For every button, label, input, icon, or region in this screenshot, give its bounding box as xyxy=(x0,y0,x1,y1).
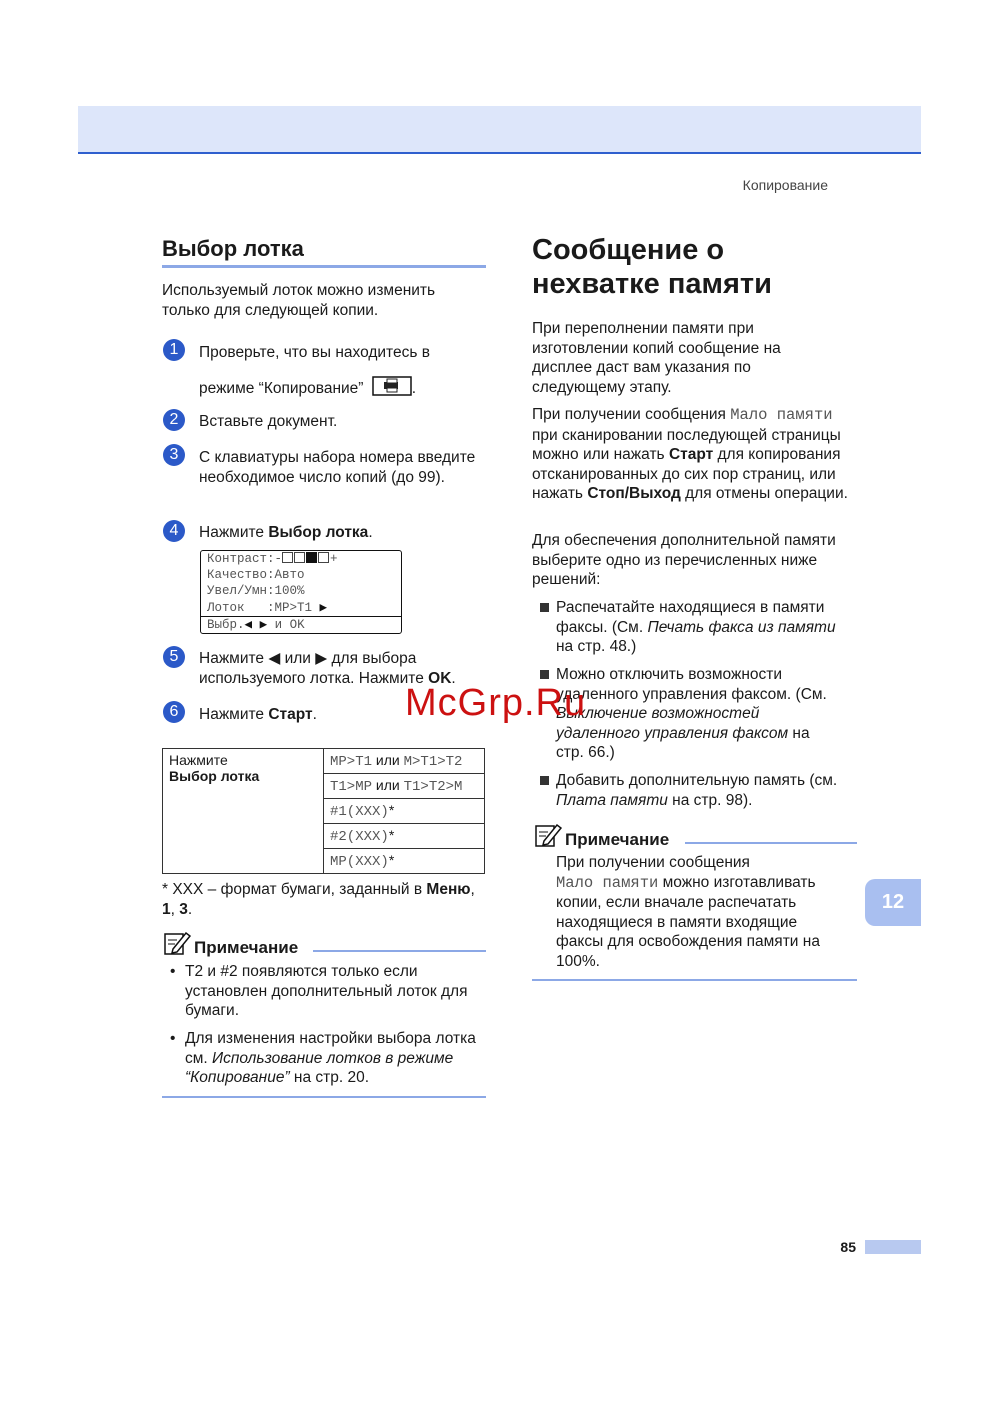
step-4-number: 4 xyxy=(163,520,185,542)
tray-select-key-label: Выбор лотка xyxy=(268,524,369,541)
list-item: Можно отключить возможности удаленного управления факсом. (См. Выключение возможностей удаленного управления факсом на стр. 66.) xyxy=(556,666,827,762)
paragraph-1: При переполнении памяти при изготовлении копий сообщение на дисплее даст вам указания по следующему этапу. xyxy=(532,320,781,396)
contrast-scale xyxy=(282,552,330,566)
step-5-number: 5 xyxy=(163,646,185,668)
tray-options-table xyxy=(162,748,485,874)
paragraph-3: Для обеспечения дополнительной памяти выберите одно из перечисленных ниже решений: xyxy=(532,532,836,589)
paragraph-2: При получении сообщения Мало памяти при сканировании последующей страницы можно или нажать Старт для копирования отсканированных до сих пор страниц, или нажать Стоп/Выход для отмены операции. xyxy=(532,406,848,503)
step-2-text: Вставьте документ. xyxy=(199,413,338,430)
note-title: Примечание xyxy=(194,938,299,957)
note-rule xyxy=(685,842,857,844)
step-3-text: С клавиатуры набора номера введите необходимое число копий (до 99). xyxy=(199,449,476,486)
table-label-cell: Нажмите Выбор лотка xyxy=(163,749,324,874)
note-item-1: • T2 и #2 появляются только если установлен дополнительный лоток для бумаги. xyxy=(170,963,468,1020)
bullet-icon xyxy=(540,603,549,612)
step-6-text: Нажмите Старт. xyxy=(199,706,317,723)
step-1-mode-text: режиме “Копирование” xyxy=(199,380,364,397)
lcd-line-quality: Качество:Авто xyxy=(207,568,305,583)
lcd-line-select: Выбр.◀ ▶ и OK xyxy=(201,616,401,633)
table-row: #2(XXX)* xyxy=(324,824,485,849)
page-title-line-2: нехватке памяти xyxy=(532,268,772,300)
running-title: Копирование xyxy=(742,177,828,193)
note-text: При получении сообщения Мало памяти можно изготавливать копии, если вначале распечатать находящиеся в памяти входящие факсы для освобождения памяти на 100%. xyxy=(556,854,820,970)
note-title: Примечание xyxy=(565,830,670,849)
list-item: Распечатайте находящиеся в памяти факсы. (См. Печать факса из памяти на стр. 48.) xyxy=(556,599,836,656)
ok-key-label: OK xyxy=(428,669,452,687)
arrow-left-icon: ◀ xyxy=(268,650,281,667)
arrow-right-icon: ▶ xyxy=(259,617,268,632)
table-row: MP(XXX)* xyxy=(324,849,485,874)
list-item: Добавить дополнительную память (см. Плата памяти на стр. 98). xyxy=(556,772,838,809)
step-1-number: 1 xyxy=(163,339,185,361)
step-1-line2 xyxy=(199,376,499,402)
table-row: #1(XXX)* xyxy=(324,799,485,824)
table-row: T1>MP или T1>T2>M xyxy=(324,774,485,799)
intro-text: Используемый лоток можно изменить только для следующей копии. xyxy=(162,282,436,319)
arrow-left-icon: ◀ xyxy=(244,617,253,632)
page-title-line-1: Сообщение о xyxy=(532,234,725,266)
step-2-number: 2 xyxy=(163,409,185,431)
footnote: * XXX – формат бумаги, заданный в Меню, 1, 3. xyxy=(162,881,475,918)
step-3-number: 3 xyxy=(163,444,185,466)
chapter-tab: 12 xyxy=(865,879,921,926)
table-row: MP>T1 или M>T1>T2 xyxy=(324,749,485,774)
note-pencil-icon xyxy=(163,930,191,961)
step-1-end: . xyxy=(411,380,417,397)
watermark: McGrp.Ru xyxy=(405,682,587,724)
copy-mode-key-icon xyxy=(372,376,412,402)
note-pencil-icon xyxy=(534,822,562,853)
bullet-icon xyxy=(540,670,549,679)
lcd-line-contrast: Контраст:- + xyxy=(207,552,338,566)
step-6-number: 6 xyxy=(163,701,185,723)
step-5-text: Нажмите ◀ или ▶ для выбора используемого лотка. Нажмите OK. xyxy=(199,650,456,687)
note-rule xyxy=(313,950,486,952)
arrow-right-icon: ▶ xyxy=(315,650,328,667)
lcd-display xyxy=(200,550,402,634)
page-number: 85 xyxy=(840,1239,856,1255)
note-item-2: • Для изменения настройки выбора лотка см. Использование лотков в режиме “Копирование” на стр. 20. xyxy=(170,1030,476,1087)
note-bottom-rule xyxy=(532,979,857,981)
step-4-text: Нажмите Выбор лотка. xyxy=(199,524,373,541)
lcd-line-zoom: Увел/Умн:100% xyxy=(207,584,305,599)
section-heading: Выбор лотка xyxy=(162,236,304,261)
step-1-line1: Проверьте, что вы находитесь в xyxy=(199,344,430,361)
start-key-label: Старт xyxy=(268,706,313,723)
heading-rule xyxy=(162,265,486,268)
lcd-line-tray: Лоток :MP>T1 ▶ xyxy=(207,600,328,615)
header-band xyxy=(78,106,921,154)
note-bottom-rule xyxy=(162,1096,486,1098)
page-number-bar xyxy=(865,1240,921,1254)
arrow-right-icon: ▶ xyxy=(319,600,328,615)
bullet-icon xyxy=(540,776,549,785)
